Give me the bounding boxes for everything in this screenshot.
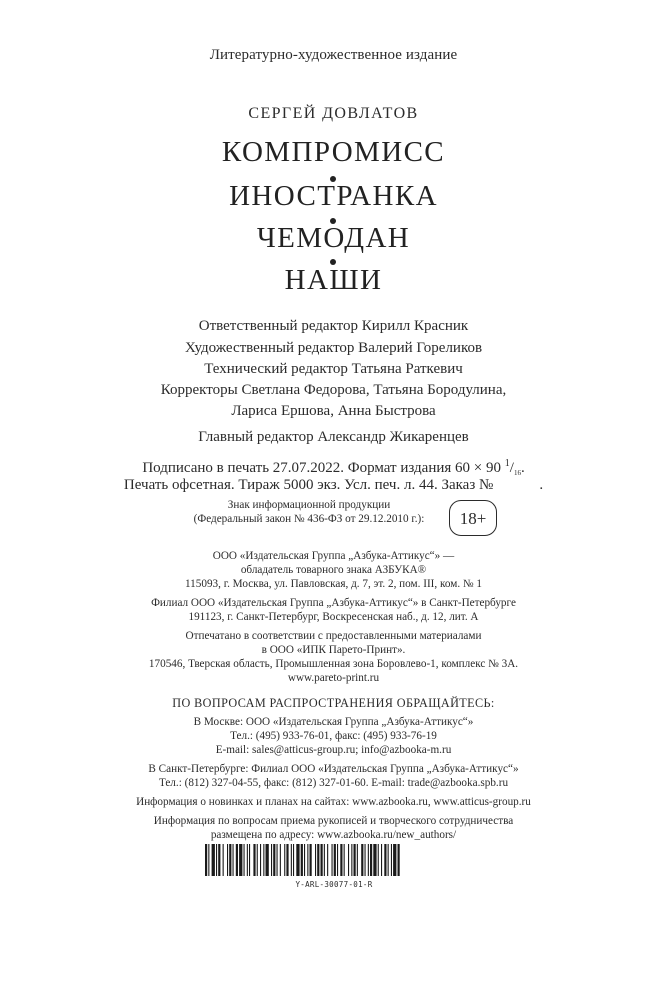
author-name: СЕРГЕЙ ДОВЛАТОВ (248, 105, 419, 122)
printer-address: 170546, Тверская область, Промышленная зона Боровлево-1, комплекс № 3А. (148, 658, 519, 670)
printer-line: в ООО «ИПК Парето-Принт». (261, 644, 406, 656)
distribution-heading: ПО ВОПРОСАМ РАСПРОСТРАНЕНИЯ ОБРАЩАЙТЕСЬ: (172, 696, 495, 710)
publisher-address: 115093, г. Москва, ул. Павловская, д. 7, эт. 2, пом. III, ком. № 1 (185, 578, 482, 590)
publisher-line: обладатель товарного знака АЗБУКА® (240, 564, 427, 576)
branch-line: Филиал ООО «Издательская Группа „Азбука-Аттикус“» в Санкт-Петербурге (151, 597, 516, 609)
printer-line: Отпечатано в соответствии с предоставленными материалами (185, 630, 482, 642)
work-title-2: ИНОСТРАНКА (229, 180, 438, 212)
authors-info: размещена по адресу: www.azbooka.ru/new_authors/ (210, 829, 457, 841)
chief-editor: Главный редактор Александр Жикаренцев (198, 429, 469, 445)
credit-line: Корректоры Светлана Федорова, Татьяна Бородулина, (160, 382, 507, 398)
moscow-phone: Тел.: (495) 933-76-01, факс: (495) 933-76-19 (230, 730, 437, 742)
credit-line: Ответственный редактор Кирилл Красник (198, 318, 469, 334)
credit-line: Технический редактор Татьяна Раткевич (204, 361, 463, 377)
printing-run: Печать офсетная. Тираж 5000 экз. Усл. печ. л. 44. Заказ № . (123, 477, 544, 493)
credit-line: Лариса Ершова, Анна Быстрова (231, 403, 436, 419)
news-info: Информация о новинках и планах на сайтах: www.azbooka.ru, www.atticus-group.ru (136, 796, 531, 808)
work-title-3: ЧЕМОДАН (256, 222, 411, 254)
spb-contact: В Санкт-Петербурге: Филиал ООО «Издательская Группа „Азбука-Аттикус“» (148, 763, 519, 775)
credit-line: Художественный редактор Валерий Гореликов (184, 340, 483, 356)
moscow-email: E-mail: sales@atticus-group.ru; info@azbooka-m.ru (215, 744, 452, 756)
printing-signed: Подписано в печать 27.07.2022. Формат издания 60 × 90 $^1/_{16}$. (142, 458, 525, 477)
barcode-image (205, 844, 463, 876)
work-title-1: КОМПРОМИСС (221, 136, 446, 168)
barcode-text: Y-ARL-30077-01-R (295, 880, 373, 889)
publisher-line: ООО «Издательская Группа „Азбука-Аттикус“» — (212, 550, 455, 562)
age-rating-badge: 18+ (449, 500, 497, 536)
printer-website: www.pareto-print.ru (287, 672, 380, 684)
edition-type: Литературно-художественное издание (209, 47, 458, 63)
info-product-mark (175, 498, 443, 526)
branch-address: 191123, г. Санкт-Петербург, Воскресенская наб., д. 12, лит. А (188, 611, 479, 623)
work-title-4: НАШИ (284, 264, 383, 296)
spb-phone: Тел.: (812) 327-04-55, факс: (812) 327-01-60. E-mail: trade@azbooka.spb.ru (158, 777, 509, 789)
info-mark-law: (Федеральный закон № 436-ФЗ от 29.12.2010 г.): (193, 513, 425, 525)
authors-info: Информация по вопросам приема рукописей и творческого сотрудничества (153, 815, 514, 827)
moscow-contact: В Москве: ООО «Издательская Группа „Азбука-Аттикус“» (193, 716, 474, 728)
info-mark-line: Знак информационной продукции (227, 499, 391, 511)
